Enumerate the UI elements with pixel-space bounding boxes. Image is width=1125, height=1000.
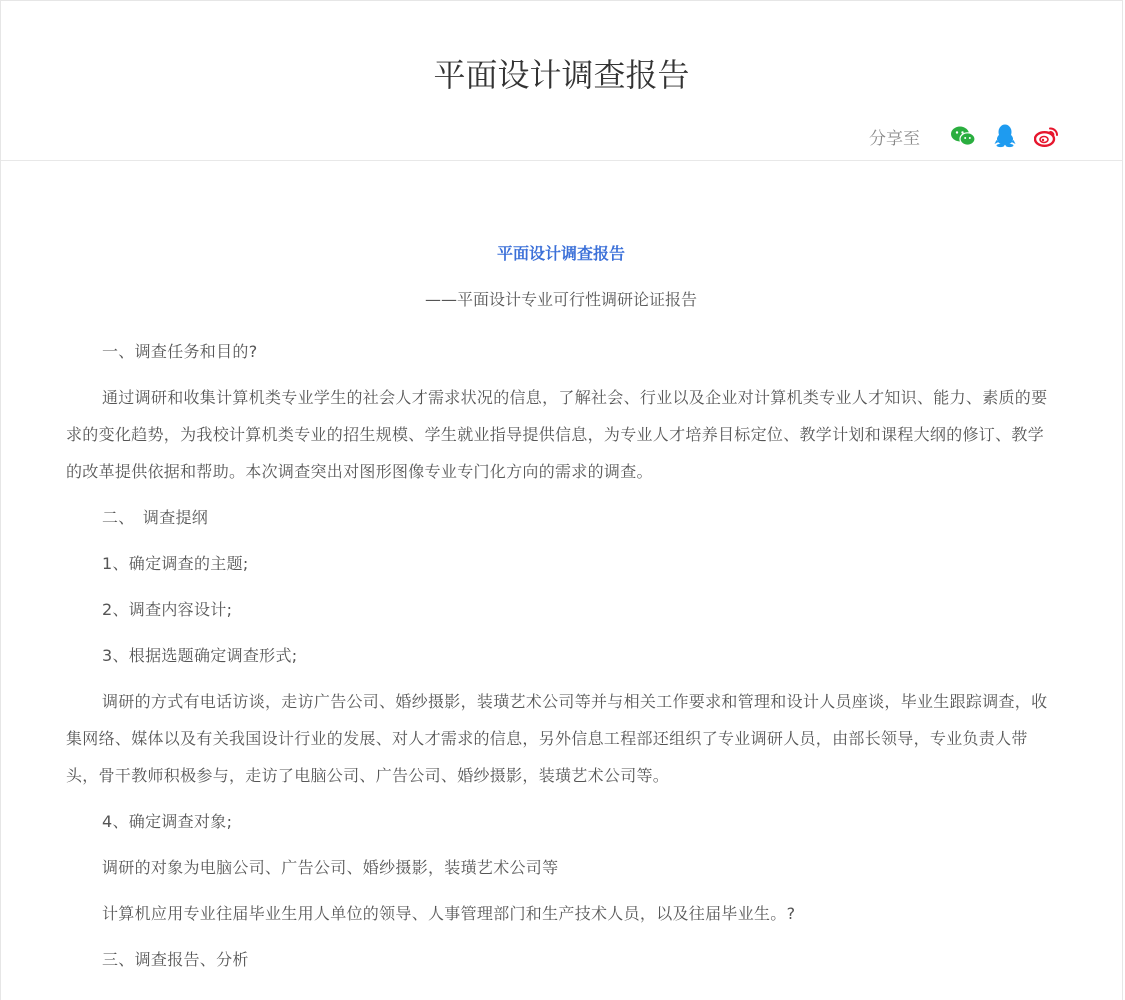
paragraph: 计算机应用专业往届毕业生用人单位的领导、人事管理部门和生产技术人员，以及往届毕业生。?	[102, 904, 796, 923]
page-title: 平面设计调查报告	[433, 56, 690, 94]
header	[1, 1, 1122, 161]
share-label: 分享至	[869, 128, 920, 149]
share-bar	[869, 121, 1060, 151]
section-heading: 二、 调查提纲	[102, 508, 209, 527]
wechat-icon[interactable]	[950, 123, 976, 149]
paragraph: 调研的对象为电脑公司、广告公司、婚纱摄影，装璜艺术公司等	[102, 858, 559, 877]
section-heading: 三、调查报告、分析	[102, 950, 249, 969]
weibo-icon[interactable]	[1034, 123, 1060, 149]
list-item: 2、调查内容设计;	[102, 600, 233, 619]
list-item: 3、根据选题确定调查形式;	[102, 646, 298, 665]
section-heading: 一、调查任务和目的?	[102, 342, 258, 361]
list-item: 4、确定调查对象;	[102, 812, 233, 831]
qq-icon[interactable]	[992, 123, 1018, 149]
article-subtitle: ——平面设计专业可行性调研论证报告	[424, 290, 697, 309]
article-title: 平面设计调查报告	[496, 244, 625, 263]
article-content	[66, 241, 1056, 987]
paragraph: 通过调研和收集计算机类专业学生的社会人才需求状况的信息，了解社会、行业以及企业对计算机类专业人才知识、能力、素质的要求的变化趋势，为我校计算机类专业的招生规模、学生就业指导提供信息，为专业人才培养目标定位、教学计划和课程大纲的修订、教学的改革提供依据和帮助。本次调查突出对图形图像专业专门化方向的需求的调查。	[66, 388, 1048, 481]
list-item: 1、确定调查的主题;	[102, 554, 249, 573]
paragraph: 调研的方式有电话访谈，走访广告公司、婚纱摄影，装璜艺术公司等并与相关工作要求和管理和设计人员座谈，毕业生跟踪调查，收集网络、媒体以及有关我国设计行业的发展、对人才需求的信息，另外信息工程部还组织了专业调研人员，由部长领导，专业负责人带头，骨干教师积极参与，走访了电脑公司、广告公司、婚纱摄影，装璜艺术公司等。	[66, 692, 1048, 785]
